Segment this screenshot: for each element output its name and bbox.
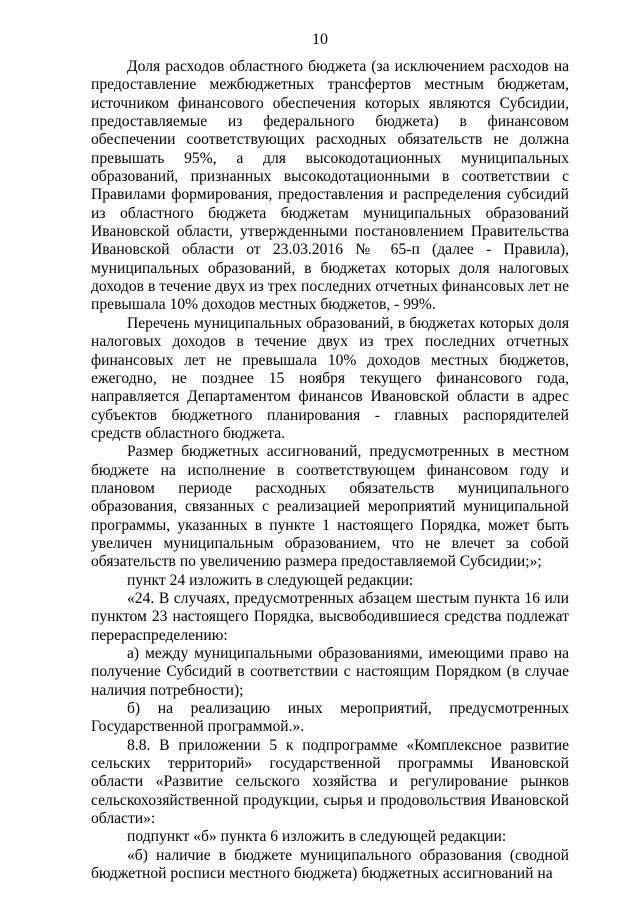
paragraph-subitem-b: «б) наличие в бюджете муниципального образования (сводной бюджетной росписи местного бюджета) бюджетных ассигнований на [91, 846, 569, 883]
paragraph-subsidy-share: Доля расходов областного бюджета (за исключением расходов на предоставление межбюджетных трансфертов местным бюджетам, источником финансового обеспечения которых являются Субсидии, предоставляемые из федерального бюджета) в финансовом обеспечении соответствующих расходных обязательств не должна превышать 95%, а для высокодотационных муниципальных образований, признанных высокодотационными в соответствии с Правилами формирования, предоставления и распределения субсидий из областного бюджета бюджетам муниципальных образований Ивановской области, утвержденными постановлением Правительства Ивановской области от 23.03.2016 № 65-п (далее - Правила), муниципальных образований, в бюджетах которых доля налоговых доходов в течение двух из трех последних отчетных финансовых лет не превышала 10% доходов местных бюджетов, - 99%. [91, 58, 569, 314]
paragraph-item-24-a: а) между муниципальными образованиями, имеющими право на получение Субсидий в соответствии с настоящим Порядком (в случае наличия потребности); [91, 645, 569, 699]
paragraph-municipal-list: Перечень муниципальных образований, в бюджетах которых доля налоговых доходов в течение двух из трех последних отчетных финансовых лет не превышала 10% доходов местных бюджетов, ежегодно, не позднее 15 ноября текущего финансового года, направляется Департаментом финансов Ивановской области в адрес субъектов бюджетного планирования - главных распорядителей средств областного бюджета. [91, 314, 569, 442]
paragraph-item-24-intro: пункт 24 изложить в следующей редакции: [127, 571, 414, 589]
paragraph-section-8-8: 8.8. В приложении 5 к подпрограмме «Комплексное развитие сельских территорий» государственной программы Ивановской области «Развитие сельского хозяйства и регулирование рынков сельскохозяйственной продукции, сырья и продовольствия Ивановской области»: [91, 736, 569, 828]
paragraph-subitem-b-intro: подпункт «б» пункта 6 изложить в следующей редакции: [127, 828, 507, 846]
document-body [91, 58, 569, 883]
paragraph-item-24: «24. В случаях, предусмотренных абзацем шестым пункта 16 или пунктом 23 настоящего Порядка, высвободившиеся средства подлежат перераспределению: [91, 589, 569, 644]
paragraph-budget-allocation: Размер бюджетных ассигнований, предусмотренных в местном бюджете на исполнение в соответствующем финансовом году и плановом периоде расходных обязательств муниципального образования, связанных с реализацией мероприятий муниципальной программы, указанных в пункте 1 настоящего Порядка, может быть увеличен муниципальным образованием, что не влечет за собой обязательств по увеличению размера предоставляемой Субсидии;»; [91, 443, 569, 571]
paragraph-item-24-b: б) на реализацию иных мероприятий, предусмотренных Государственной программой.». [91, 700, 569, 736]
page-number: 10 [312, 31, 328, 48]
